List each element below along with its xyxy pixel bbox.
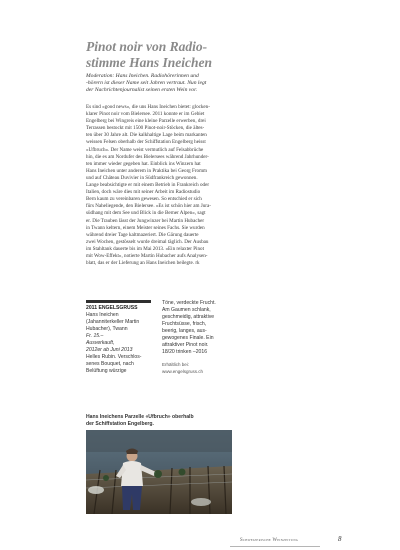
body-line: fürs Naheliegende, den Bielersee. «Es ist schön hier am Jura- — [86, 203, 211, 210]
body-line: ten immer wieder gegeben hat. Einblick ins Winzern hat — [86, 160, 201, 167]
body-line: klarer Pinot noir vom Bielersee. 2011 konnte er im Gebiet — [86, 111, 205, 118]
wine-info-line: Hans Ineichen — [86, 312, 119, 318]
tasting-note-line: 18/20 trinken –2016 — [162, 349, 208, 355]
lead-line: der Nachrichtenjournalist seinen ersten Wein vor. — [86, 87, 198, 94]
wine-info-line: Fr. 15.– — [86, 333, 104, 339]
wine-info-line: (Jahanniterkeller Martin — [86, 319, 140, 325]
body-line: Engelberg bei Wingreis eine kleine Parzelle erwerben, drei — [86, 118, 206, 125]
article-lead — [86, 73, 311, 95]
body-line: Italien, doch wäre dies mit seiner Arbeit im Radiostudio — [86, 189, 201, 196]
tasting-notes — [162, 300, 242, 356]
website-link[interactable]: www.engelsgruss.ch — [162, 369, 204, 374]
body-line: mit Wow-Effekt», notierte Martin Hubacher aufs Analysen- — [86, 252, 208, 259]
wine-info-line: 2012er ab Juni 2013 — [86, 347, 133, 353]
tasting-note-line: beerig, langes, aus- — [162, 328, 207, 334]
lead-line: -hörern ist dieser Name seit Jahren vertraut. Nun legt — [86, 80, 207, 87]
wine-info-line: senes Bouquet, nach — [86, 361, 134, 367]
body-line: südhang mit dem See und Blick in die Berner Alpen», sagt — [86, 210, 206, 217]
wine-info-right-column — [162, 300, 242, 375]
wine-name: 2011 ENGELSGRUSS — [86, 305, 138, 311]
body-line: er. Die Trauben lässt der Jungwinzer bei Martin Hubacher — [86, 217, 205, 224]
title-line: Pinot noir von Radio- — [86, 39, 208, 54]
page-number: 8 — [338, 535, 342, 543]
body-line: und auf Château Duvivier in Südfrankreich gewonnen. — [86, 174, 198, 181]
lead-line: Moderation: Hans Ineichen. Radiohörerinnen und — [86, 73, 199, 79]
wine-info-line: Belüftung würzige — [86, 368, 127, 374]
article-body — [86, 104, 312, 267]
wine-info-line: Hubacher), Twann — [86, 326, 128, 332]
publication-name: Schweizerische Weinzeitung — [240, 538, 299, 543]
body-line: «Ufbruch». Der Name weist vermutlich auf Felsabbrüche — [86, 146, 204, 153]
wine-info-left-column — [86, 305, 158, 375]
title-line: stimme Hans Ineichen — [86, 55, 213, 70]
body-line: in Twann keltern, einem Meister seines Fachs. Sie wurden — [86, 224, 205, 231]
body-line: ten über 30 Jahre alt. Die kalkhaltige Lage beim markanten — [86, 132, 207, 139]
body-line: blatt, das er der Lieferung an Hans Ineichen beilegte. rk — [86, 260, 200, 267]
body-line: weissen Felsen oberhalb der Schiffstation Engelberg heisst — [86, 139, 206, 146]
body-line: zwei Wochen, gestösselt wurde dreimal täglich. Der Ausbau — [86, 238, 209, 245]
body-line: Es sind «good news», die uns Hans Ineichen bietet: glocken- — [86, 104, 210, 110]
tasting-note-line: geschmeidig, attraktive — [162, 314, 215, 320]
caption-line: der Schiffstation Engelberg. — [86, 421, 154, 427]
footer-divider — [230, 546, 320, 547]
info-box-rule — [86, 300, 151, 303]
tasting-note-line: Fruchtsüsse, frisch, — [162, 321, 207, 327]
body-line: Terrassen bestockt mit 1500 Pinot-noir-Stöcken, die ältes- — [86, 125, 205, 132]
tasting-note-line: gewogenes Finale. Ein — [162, 335, 214, 341]
caption-line: Hans Ineichens Parzelle «Ufbruch» oberhalb — [86, 414, 194, 420]
article-title — [86, 39, 326, 71]
tasting-note-line: Am Gaumen schlank, — [162, 307, 211, 313]
body-line: hin, die es am Nordufer des Bielersees während Jahrhunder- — [86, 153, 209, 160]
body-line: Lange beabsichtigte er mit einem Betrieb in Frankreich oder — [86, 182, 210, 189]
body-line: während dreier Tage kaltmazeriert. Die Gärung dauerte — [86, 231, 199, 238]
vineyard-photo — [86, 430, 232, 514]
wine-info-line: Ausverkauft, — [86, 340, 115, 346]
vineyard-photo-illustration — [86, 430, 232, 514]
body-line: im Stahltank dauerte bis im Mai 2013. «Ein relaxter Pinot — [86, 245, 204, 252]
tasting-note-line: Töne, verdeckte Frucht. — [162, 300, 216, 306]
wine-info-line: Helles Rubin. Verschlos- — [86, 354, 142, 360]
body-line: Bern kaum zu vereinbaren gewesen. So entschied er sich — [86, 196, 202, 203]
body-line: Hans Ineichen unter anderem in Praktika bei Georg Fromm — [86, 167, 207, 174]
availability-label: Erhältlich bei: — [162, 362, 190, 367]
tasting-note-line: attraktiver Pinot noir. — [162, 342, 209, 348]
photo-caption — [86, 414, 246, 428]
